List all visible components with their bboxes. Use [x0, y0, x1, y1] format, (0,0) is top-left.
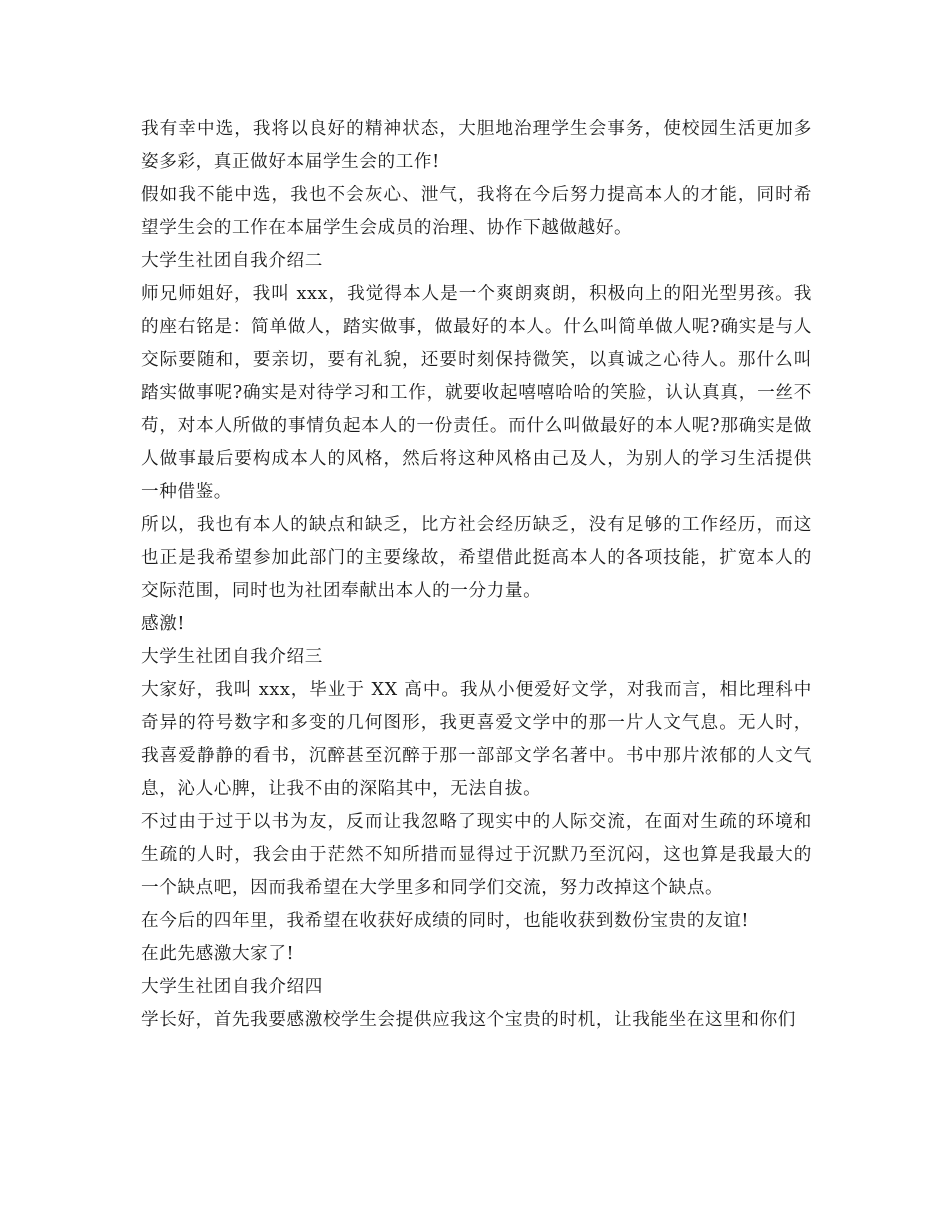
- paragraph-intro-two: 师兄师姐好，我叫 xxx，我觉得本人是一个爽朗爽朗，积极向上的阳光型男孩。我的座右铭是：简单做人，踏实做事，做最好的本人。什么叫简单做人呢?确实是与人交际要随和，要亲切，要有礼貌，还要时刻保持微笑，以真诚之心待人。那什么叫踏实做事呢?确实是对待学习和工作，就要收起嘻嘻哈哈的笑脸，认认真真，一丝不苟，对本人所做的事情负起本人的一份责任。而什么叫做最好的本人呢?那确实是做人做事最后要构成本人的风格，然后将这种风格由己及人，为别人的学习生活提供一种借鉴。: [141, 284, 812, 502]
- paragraph-thanks-all: 在此先感激大家了!: [141, 944, 295, 964]
- paragraph-social-weakness: 不过由于过于以书为友，反而让我忽略了现实中的人际交流，在面对生疏的环境和生疏的人时，我会由于茫然不知所措而显得过于沉默乃至沉闷，这也算是我最大的一个缺点吧，因而我希望在大学里多和同学们交流，努力改掉这个缺点。: [141, 812, 812, 898]
- document-body: [141, 113, 812, 1037]
- paragraph-shortcomings: 所以，我也有本人的缺点和缺乏，比方社会经历缺乏，没有足够的工作经历，而这也正是我希望参加此部门的主要缘故，希望借此挺高本人的各项技能，扩宽本人的交际范围，同时也为社团奉献出本人的一分力量。: [141, 515, 812, 601]
- paragraph-election-failure: 假如我不能中选，我也不会灰心、泄气，我将在今后努力提高本人的才能，同时希望学生会的工作在本届学生会成员的治理、协作下越做越好。: [141, 185, 812, 238]
- section-heading-two: 大学生社团自我介绍二: [141, 251, 323, 271]
- paragraph-intro-three: 大家好，我叫 xxx，毕业于 XX 高中。我从小便爱好文学，对我而言，相比理科中奇异的符号数字和多变的几何图形，我更喜爱文学中的那一片人文气息。无人时，我喜爱静静的看书，沉醉甚至沉醉于那一部部文学名著中。书中那片浓郁的人文气息，沁人心脾，让我不由的深陷其中，无法自拔。: [141, 680, 812, 799]
- section-heading-four: 大学生社团自我介绍四: [141, 977, 323, 997]
- paragraph-thanks: 感激!: [141, 614, 186, 634]
- paragraph-intro-four: 学长好，首先我要感激校学生会提供应我这个宝贵的时机，让我能坐在这里和你们: [141, 1010, 796, 1030]
- paragraph-election-success: 我有幸中选，我将以良好的精神状态，大胆地治理学生会事务，使校园生活更加多姿多彩，真正做好本届学生会的工作!: [141, 119, 812, 172]
- paragraph-four-years: 在今后的四年里，我希望在收获好成绩的同时，也能收获到数份宝贵的友谊!: [141, 911, 750, 931]
- section-heading-three: 大学生社团自我介绍三: [141, 647, 323, 667]
